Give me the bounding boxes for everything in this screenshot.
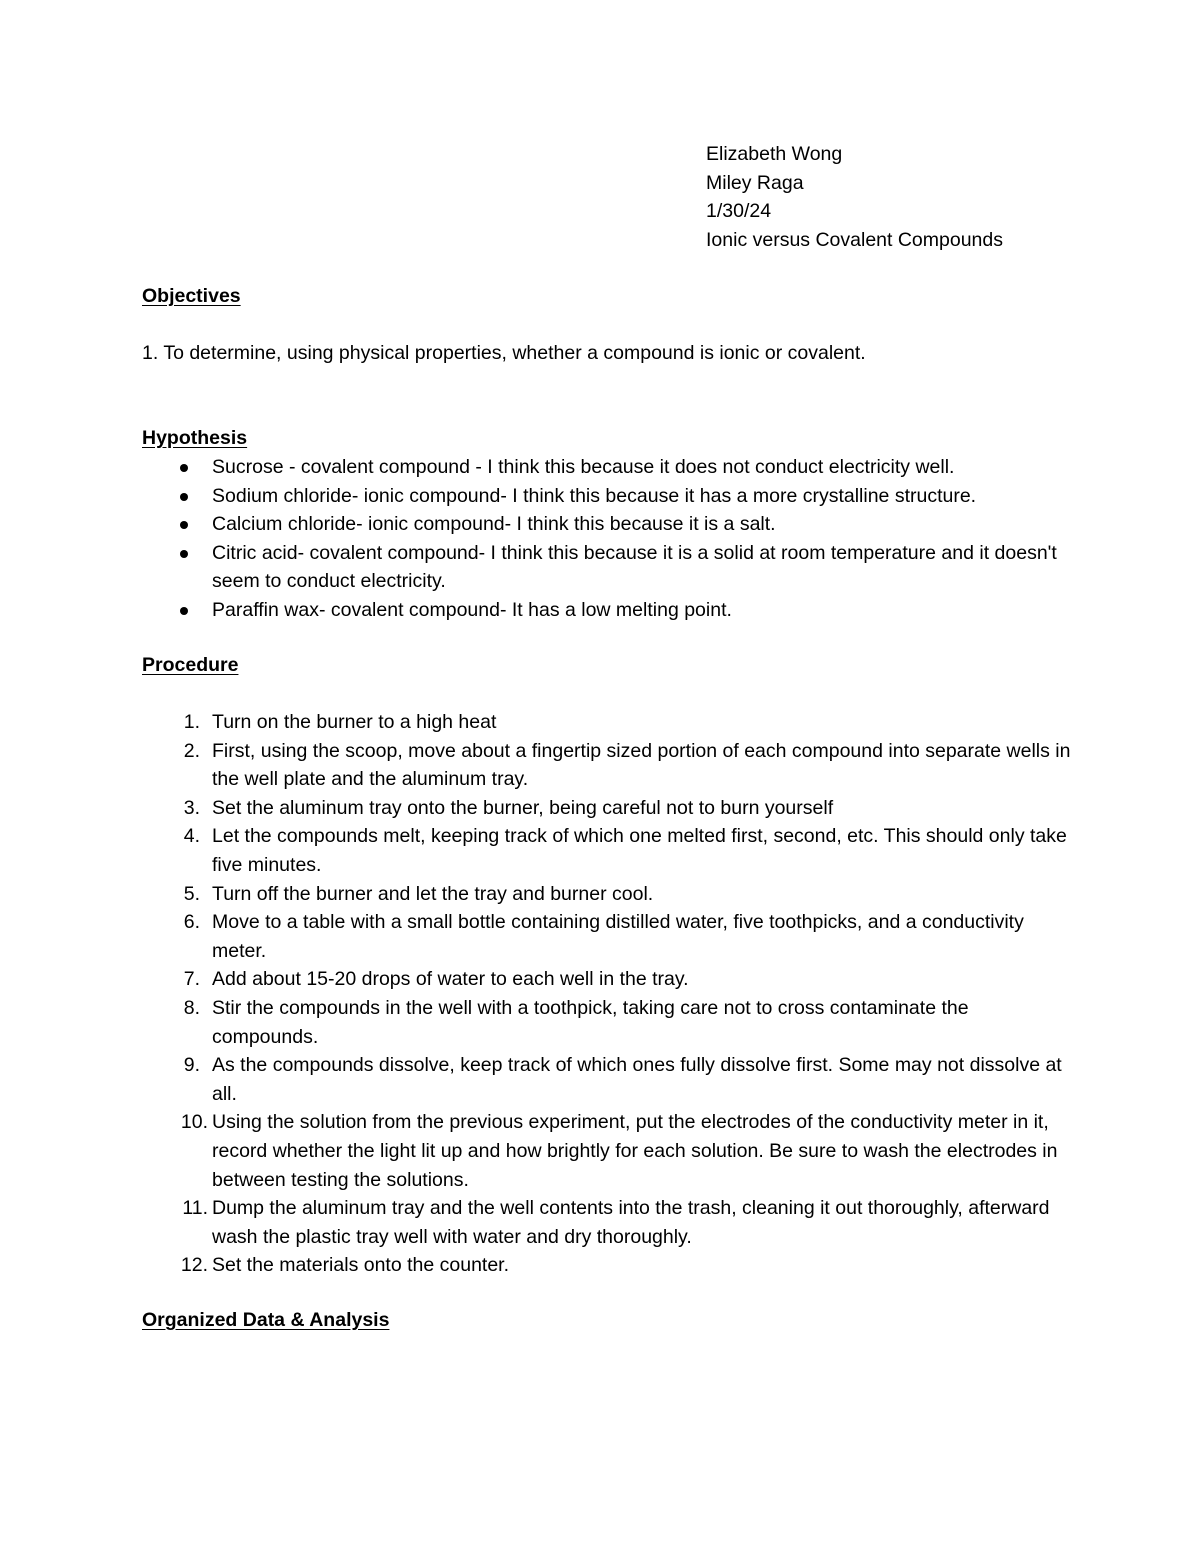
bullet-icon	[180, 550, 188, 558]
report-title: Ionic versus Covalent Compounds	[706, 228, 1003, 251]
step-number: 10.	[180, 1111, 208, 1134]
step-text: Move to a table with a small bottle containing distilled water, five toothpicks, and a conductivity meter.	[212, 911, 1024, 962]
step-number: 1.	[183, 711, 200, 733]
list-item	[142, 822, 1072, 879]
step-number: 5.	[183, 882, 200, 905]
bullet-icon	[180, 493, 188, 501]
step-text: Stir the compounds in the well with a toothpick, taking care not to cross contaminate the compounds.	[212, 996, 969, 1048]
step-number: 8.	[183, 996, 200, 1019]
bullet-icon	[180, 607, 188, 615]
objective-item: 1. To determine, using physical properties, whether a compound is ionic or covalent.	[142, 342, 866, 364]
step-number: 12.	[180, 1254, 208, 1277]
procedure-list	[142, 708, 1072, 1280]
list-item	[142, 965, 1072, 994]
list-item	[142, 510, 1072, 539]
step-number: 6.	[183, 911, 200, 934]
list-item	[142, 539, 1072, 596]
list-item	[142, 794, 1072, 823]
objectives-heading: Objectives	[142, 285, 241, 307]
list-item	[142, 737, 1072, 794]
step-text: Turn off the burner and let the tray and burner cool.	[212, 882, 654, 905]
step-number: 3.	[183, 796, 200, 819]
step-text: First, using the scoop, move about a fingertip sized portion of each compound into separate wells in the well plate and the aluminum tray.	[212, 739, 1071, 791]
hypothesis-text: Sucrose - covalent compound - I think this because it does not conduct electricity well.	[212, 456, 955, 478]
list-item	[142, 994, 1072, 1051]
step-text: Set the aluminum tray onto the burner, being careful not to burn yourself	[212, 796, 834, 819]
author-name-1: Elizabeth Wong	[706, 143, 843, 165]
bullet-icon	[180, 521, 188, 529]
list-item	[142, 1108, 1072, 1194]
list-item	[142, 880, 1072, 909]
list-item	[142, 596, 1072, 625]
list-item	[142, 708, 1072, 737]
step-text: Dump the aluminum tray and the well contents into the trash, cleaning it out thoroughly, afterward wash the plastic tray well with water and dry thoroughly.	[212, 1197, 1050, 1248]
step-text: Set the materials onto the counter.	[212, 1254, 510, 1277]
step-number: 4.	[183, 825, 200, 848]
step-text: Using the solution from the previous experiment, put the electrodes of the conductivity meter in it, record whether the light lit up and how brightly for each solution. Be sure to wash the electrodes in between testing the solutions.	[212, 1111, 1058, 1191]
hypothesis-list	[142, 453, 1072, 625]
list-item	[142, 1251, 1072, 1280]
hypothesis-heading: Hypothesis	[142, 427, 248, 449]
header-block	[706, 140, 1003, 254]
list-item	[142, 1194, 1072, 1251]
list-item	[142, 453, 1072, 482]
author-name-2: Miley Raga	[706, 171, 804, 194]
bullet-icon	[180, 464, 188, 472]
hypothesis-text: Sodium chloride- ionic compound- I think this because it has a more crystalline structure.	[212, 484, 977, 507]
step-number: 11.	[182, 1197, 208, 1220]
list-item	[142, 482, 1072, 511]
list-item	[142, 908, 1072, 965]
analysis-heading: Organized Data & Analysis	[142, 1309, 390, 1331]
procedure-heading: Procedure	[142, 654, 239, 676]
step-text: Add about 15-20 drops of water to each well in the tray.	[212, 968, 689, 991]
report-date: 1/30/24	[706, 200, 772, 223]
step-text: Turn on the burner to a high heat	[212, 711, 497, 733]
step-text: As the compounds dissolve, keep track of which ones fully dissolve first. Some may not dissolve at all.	[212, 1054, 1062, 1105]
step-number: 7.	[183, 968, 200, 991]
step-number: 2.	[183, 739, 200, 762]
hypothesis-text: Paraffin wax- covalent compound- It has a low melting point.	[212, 598, 732, 621]
hypothesis-text: Calcium chloride- ionic compound- I think this because it is a salt.	[212, 513, 776, 536]
step-text: Let the compounds melt, keeping track of which one melted first, second, etc. This should only take five minutes.	[212, 825, 1067, 876]
list-item	[142, 1051, 1072, 1108]
hypothesis-text: Citric acid- covalent compound- I think this because it is a solid at room temperature and it doesn't seem to conduct electricity.	[212, 541, 1057, 593]
step-number: 9.	[183, 1054, 200, 1077]
